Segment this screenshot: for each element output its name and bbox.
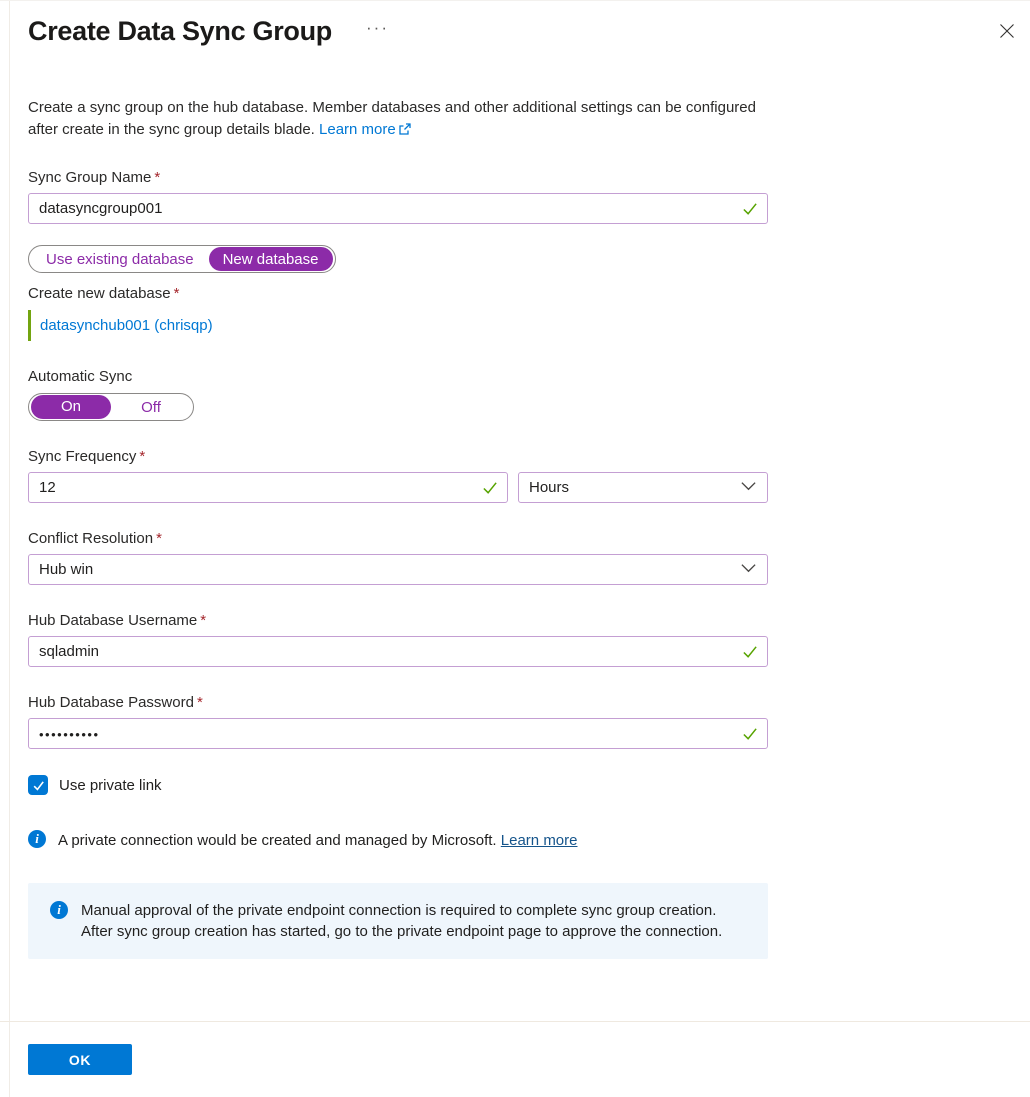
required-asterisk: *: [156, 530, 162, 547]
close-icon[interactable]: [997, 21, 1017, 41]
sync-frequency-unit-value: Hours: [529, 479, 570, 496]
footer-divider: [0, 1021, 1030, 1022]
ok-button[interactable]: OK: [28, 1044, 132, 1075]
conflict-resolution-value: Hub win: [39, 561, 94, 578]
valid-checkmark-icon: [482, 480, 498, 501]
conflict-resolution-field: [28, 530, 768, 585]
hub-username-input[interactable]: [28, 636, 768, 667]
hub-username-field: [28, 612, 768, 667]
hub-password-label: Hub Database Password *: [28, 694, 203, 711]
sync-frequency-field: [28, 448, 768, 503]
blade-header: [28, 1, 768, 47]
chevron-down-icon: [740, 559, 757, 580]
sync-frequency-unit-select[interactable]: [518, 472, 768, 503]
create-new-database-field: [28, 285, 768, 341]
use-private-link-row: [28, 775, 768, 795]
valid-checkmark-icon: [742, 644, 758, 665]
sync-frequency-input[interactable]: [28, 472, 508, 503]
sync-group-name-input[interactable]: [28, 193, 768, 224]
sync-frequency-label: Sync Frequency *: [28, 448, 146, 465]
automatic-sync-on-option[interactable]: On: [31, 395, 111, 419]
page-title: Create Data Sync Group: [28, 16, 332, 46]
required-asterisk: *: [173, 285, 180, 302]
learn-more-link[interactable]: Learn more: [319, 121, 396, 138]
info-icon: i: [28, 830, 46, 848]
new-database-picker[interactable]: datasynchub001 (chrisqp): [28, 310, 768, 341]
manual-approval-info-box: [28, 883, 768, 959]
use-existing-database-option[interactable]: Use existing database: [46, 250, 194, 268]
hub-password-field: [28, 694, 768, 749]
create-new-database-label: Create new database *: [28, 285, 180, 302]
automatic-sync-toggle: [28, 393, 194, 421]
conflict-resolution-select[interactable]: [28, 554, 768, 585]
use-private-link-checkbox[interactable]: [28, 775, 48, 795]
required-asterisk: *: [196, 694, 203, 711]
private-connection-note: [28, 829, 768, 851]
info-icon: i: [50, 901, 68, 919]
required-asterisk: *: [200, 612, 207, 629]
valid-checkmark-icon: [742, 726, 758, 747]
database-choice-toggle: [28, 245, 336, 273]
hub-username-label: Hub Database Username *: [28, 612, 207, 629]
blade-description: [28, 97, 768, 142]
sync-group-name-label: Sync Group Name *: [28, 169, 161, 186]
valid-checkmark-icon: [742, 201, 758, 222]
required-asterisk: *: [139, 448, 146, 465]
conflict-resolution-label: Conflict Resolution *: [28, 530, 162, 547]
required-asterisk: *: [154, 169, 161, 186]
private-connection-note-text: A private connection would be created and managed by Microsoft.: [58, 832, 497, 849]
sync-group-name-field: [28, 169, 768, 224]
automatic-sync-label: Automatic Sync: [28, 368, 133, 385]
automatic-sync-field: [28, 368, 768, 421]
manual-approval-info-text: Manual approval of the private endpoint connection is required to complete sync group creation. After sync group creation has started, go to the private endpoint page to approve the connection.: [81, 902, 723, 940]
description-text: Create a sync group on the hub database. Member databases and other additional settings can be configured after create in the sync group details blade.: [28, 99, 756, 138]
new-database-option[interactable]: New database: [209, 247, 333, 271]
external-link-icon: [399, 120, 411, 142]
more-options-icon[interactable]: ···: [366, 18, 389, 37]
automatic-sync-off-option[interactable]: Off: [141, 398, 161, 416]
learn-more-link-secondary[interactable]: Learn more: [500, 832, 578, 849]
use-private-link-label: Use private link: [59, 776, 162, 794]
hub-password-input[interactable]: [28, 718, 768, 749]
chevron-down-icon: [740, 477, 757, 498]
